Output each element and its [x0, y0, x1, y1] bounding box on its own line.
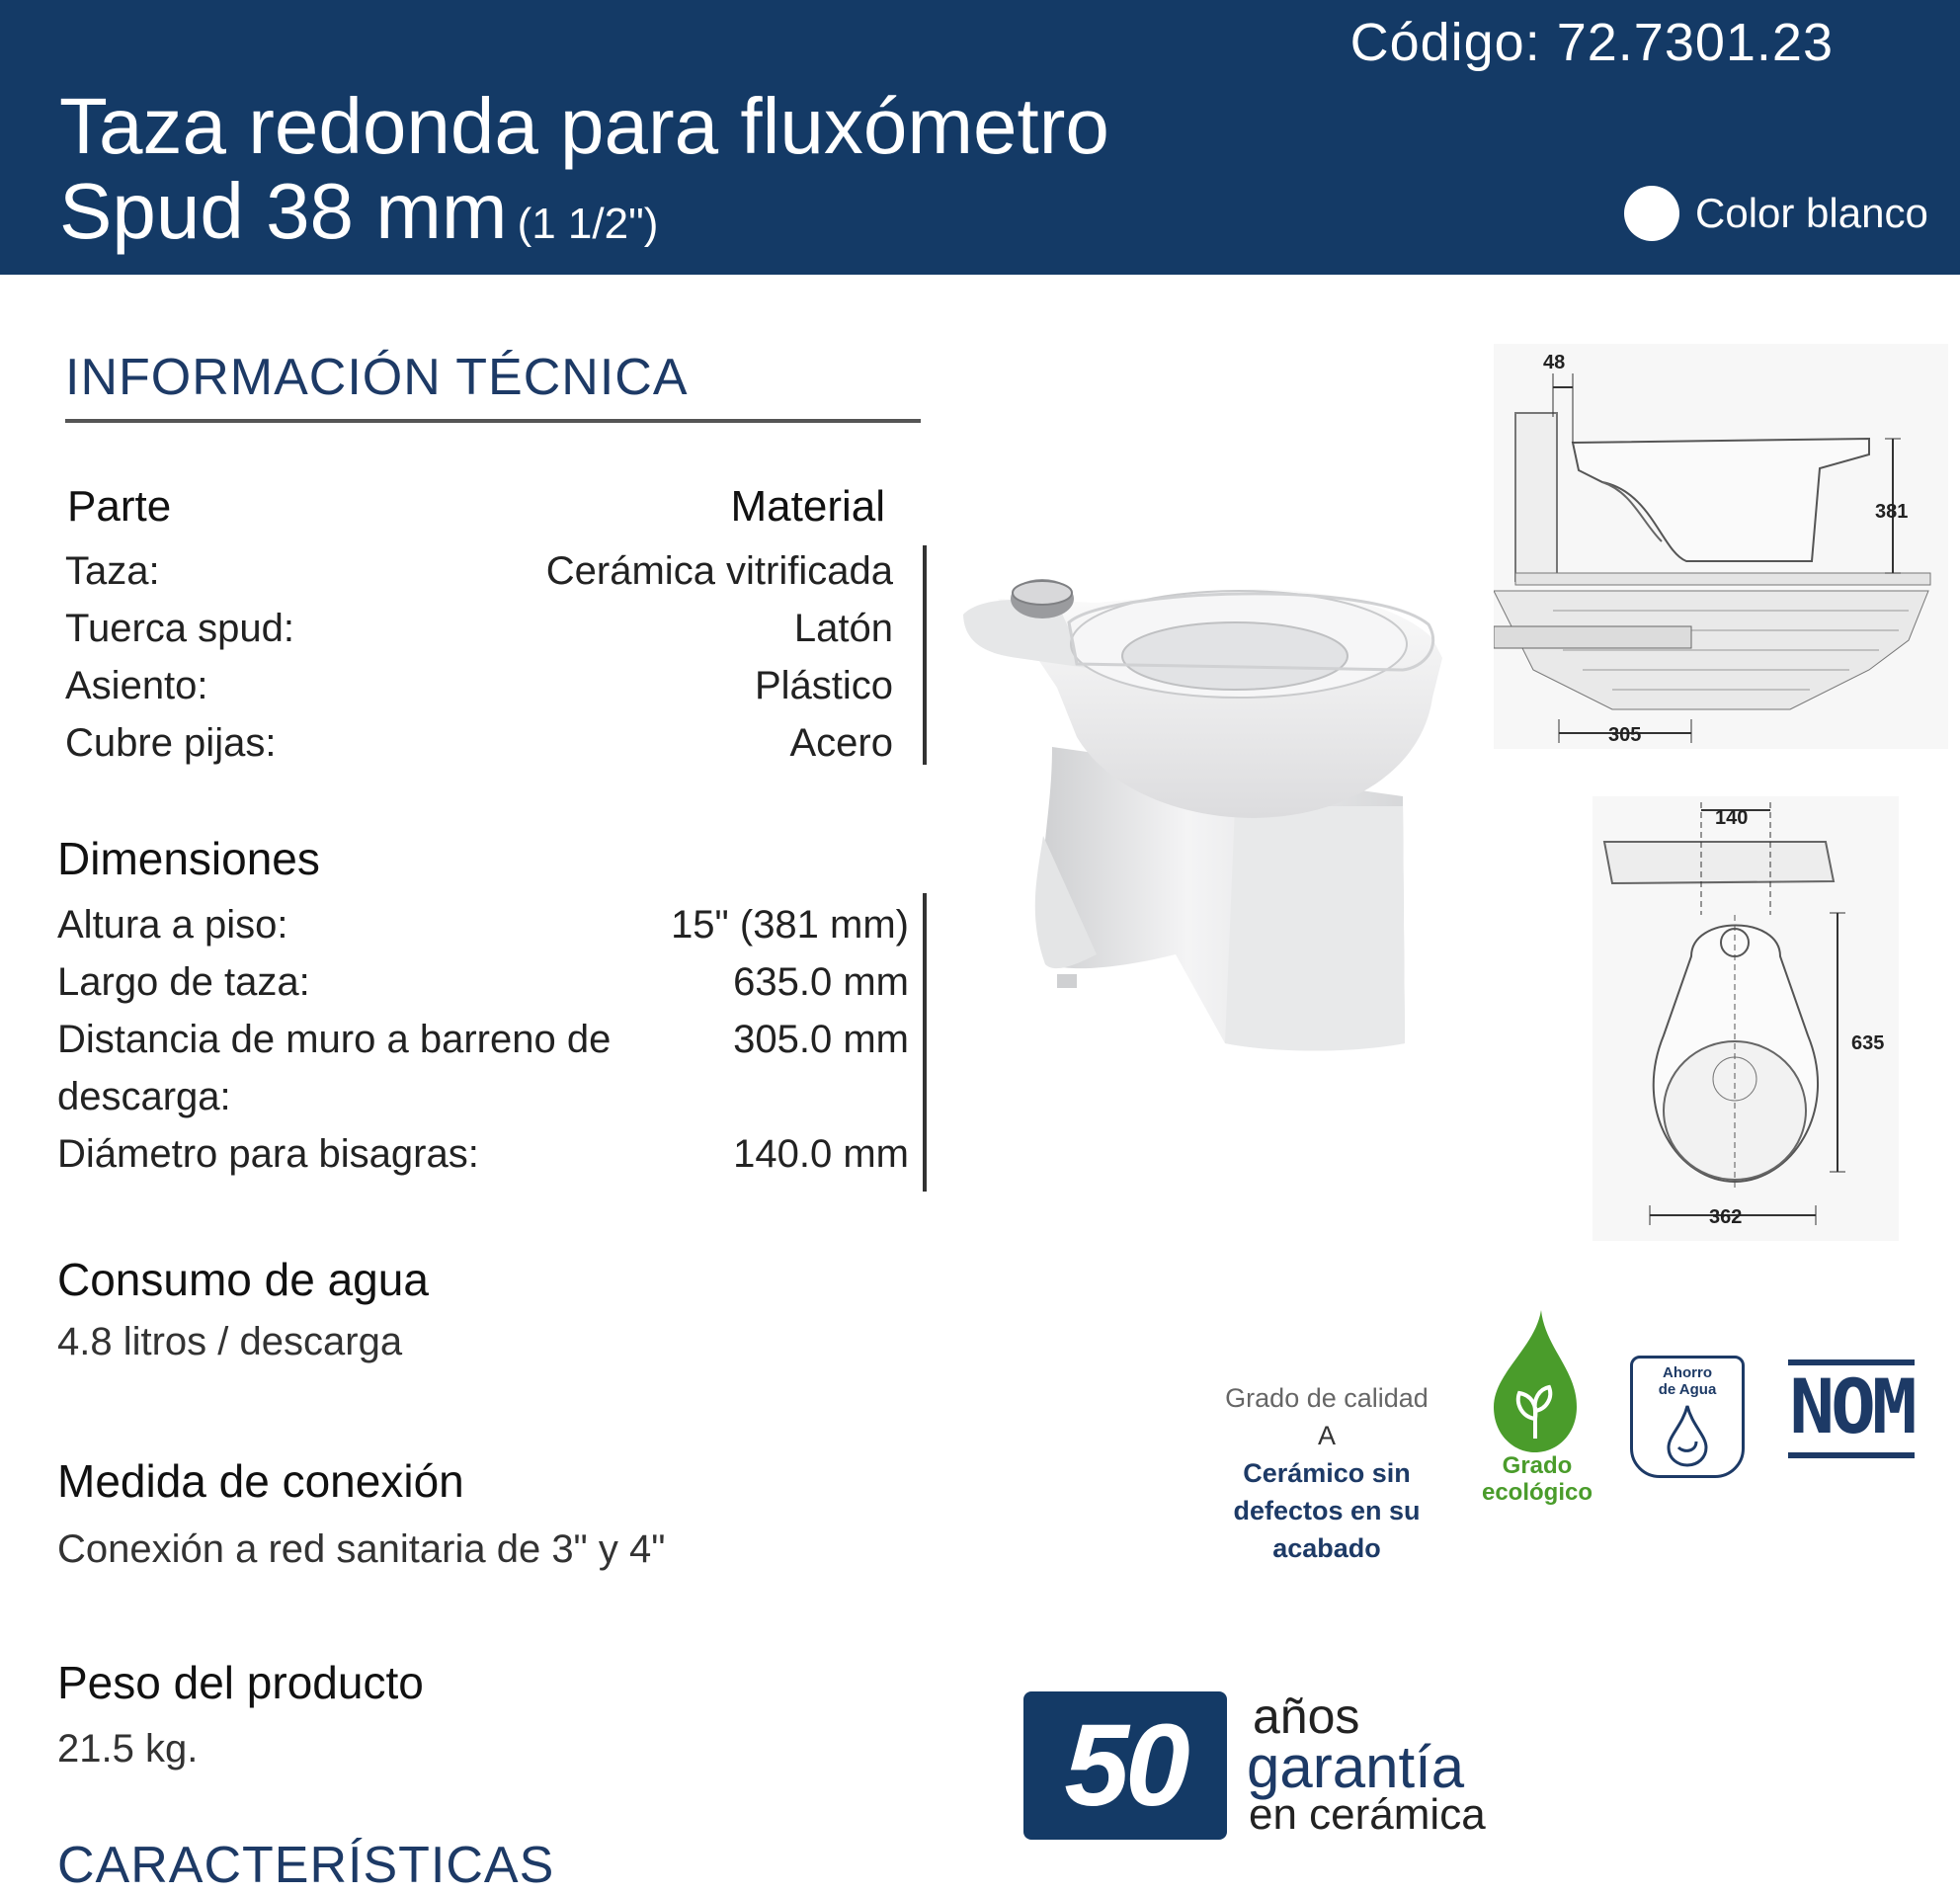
part-label: Cubre pijas:	[65, 721, 277, 765]
eco-drop-icon	[1492, 1308, 1579, 1452]
quality-grade-desc: defectos en su	[1233, 1496, 1421, 1525]
quality-grade-label: Grado de calidad	[1225, 1383, 1429, 1413]
material-value: Plástico	[754, 664, 893, 707]
product-title-sub: (1 1/2")	[517, 200, 659, 248]
dimension-label: Distancia de muro a barreno de	[57, 1018, 612, 1061]
water-saving-badge	[1630, 1356, 1745, 1478]
connection-title: Medida de conexión	[57, 1455, 464, 1507]
material-value: Cerámica vitrificada	[545, 549, 893, 593]
product-title-line2	[59, 166, 658, 257]
warranty-label: garantía	[1247, 1734, 1465, 1800]
weight-value: 21.5 kg.	[57, 1727, 199, 1771]
eco-grade-line1: Grado	[1502, 1452, 1573, 1479]
section-title-tech: INFORMACIÓN TÉCNICA	[65, 349, 689, 406]
dimension-140-label: 140	[1715, 807, 1749, 829]
side-view-drawing	[1494, 344, 1948, 749]
quality-grade-desc: acabado	[1272, 1533, 1381, 1563]
product-image	[958, 559, 1472, 1063]
table-vertical-rule	[923, 545, 927, 765]
dimensions-vertical-rule	[923, 893, 927, 1192]
features-title: CARACTERÍSTICAS	[57, 1837, 555, 1894]
water-saving-line1: Ahorro	[1663, 1364, 1712, 1381]
part-label: Tuerca spud:	[65, 607, 294, 650]
color-swatch	[1624, 186, 1679, 241]
dimension-381-label: 381	[1875, 501, 1909, 523]
connection-value: Conexión a red sanitaria de 3" y 4"	[57, 1527, 666, 1571]
quality-grade-badge	[1215, 1379, 1438, 1567]
eco-grade-line2: ecológico	[1481, 1479, 1593, 1506]
dimension-label: Altura a piso:	[57, 903, 288, 947]
dimension-value: 305.0 mm	[733, 1018, 909, 1061]
dimension-value: 140.0 mm	[733, 1132, 909, 1176]
dimension-label: Largo de taza:	[57, 960, 310, 1004]
dimension-label: Diámetro para bisagras:	[57, 1132, 479, 1176]
eco-grade-label	[1478, 1452, 1596, 1506]
dimension-635-label: 635	[1851, 1032, 1885, 1054]
column-header-part: Parte	[67, 482, 172, 531]
warranty-years-badge: 50	[1023, 1691, 1227, 1840]
warranty-scope: en cerámica	[1249, 1790, 1486, 1839]
material-value: Acero	[789, 721, 893, 765]
product-title-main: Spud 38 mm	[59, 167, 508, 255]
water-title: Consumo de agua	[57, 1254, 429, 1305]
quality-grade-desc: Cerámico sin	[1243, 1458, 1411, 1488]
dimensions-title: Dimensiones	[57, 833, 320, 884]
section-divider	[65, 419, 921, 423]
product-code: Código: 72.7301.23	[1349, 13, 1834, 72]
dimension-value: 635.0 mm	[733, 960, 909, 1004]
quality-grade-value: A	[1317, 1421, 1336, 1450]
dimension-value: 15" (381 mm)	[671, 903, 909, 947]
weight-title: Peso del producto	[57, 1657, 424, 1708]
warranty-years-label: años	[1253, 1689, 1360, 1744]
water-saving-label	[1633, 1364, 1742, 1398]
water-saving-line2: de Agua	[1658, 1381, 1717, 1398]
nom-logo: NOM	[1789, 1362, 1914, 1450]
dimension-362-label: 362	[1709, 1206, 1743, 1228]
water-value: 4.8 litros / descarga	[57, 1320, 403, 1363]
top-view-drawing	[1592, 796, 1899, 1241]
material-value: Latón	[793, 607, 893, 650]
nom-bottom-bar	[1788, 1452, 1915, 1458]
part-label: Taza:	[65, 549, 160, 593]
part-label: Asiento:	[65, 664, 208, 707]
product-title-line1: Taza redonda para fluxómetro	[59, 82, 1109, 170]
column-header-material: Material	[730, 482, 885, 531]
water-drop-icon	[1663, 1402, 1712, 1467]
color-label: Color blanco	[1695, 190, 1928, 236]
dimension-305-label: 305	[1608, 724, 1642, 746]
dimension-48-label: 48	[1543, 352, 1566, 373]
dimension-label-cont: descarga:	[57, 1075, 231, 1118]
